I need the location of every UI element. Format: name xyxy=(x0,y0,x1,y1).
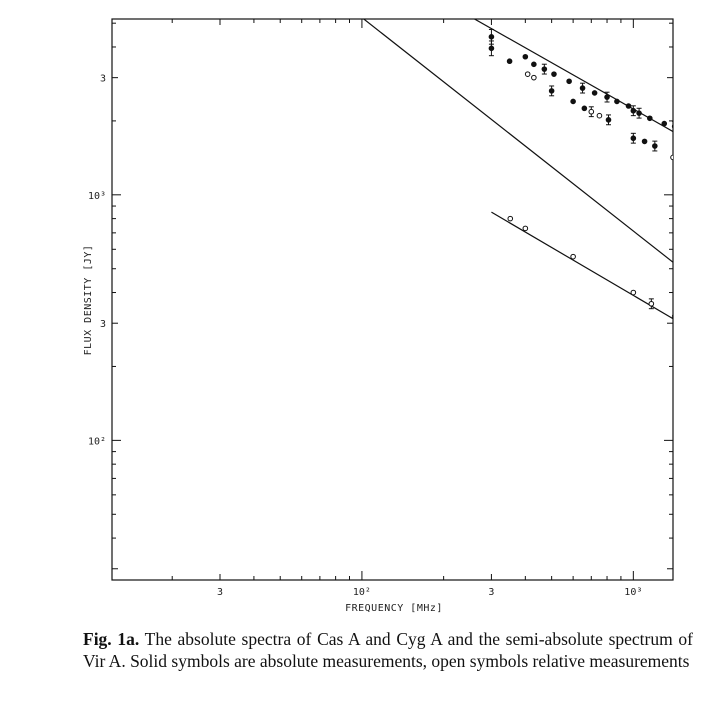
cyg-a-point xyxy=(582,106,587,111)
cyg-a-point xyxy=(525,72,530,77)
vir-a-point xyxy=(523,226,528,231)
x-tick-label: 3 xyxy=(216,587,224,598)
figure-caption xyxy=(83,628,693,672)
cas-a-point xyxy=(532,62,537,67)
y-tick-label: 3 xyxy=(99,319,106,331)
cas-a-point xyxy=(631,106,636,116)
caption-label: Fig. 1a. xyxy=(83,629,140,649)
vir-a-point xyxy=(571,254,576,259)
cyg-a-point xyxy=(675,157,680,162)
plot-frame xyxy=(112,19,673,580)
vir-a-point xyxy=(508,216,513,221)
cyg-a-point xyxy=(686,165,691,170)
cyg-a-point xyxy=(507,59,512,64)
cyg-a-point xyxy=(571,99,576,104)
y-tick-label: 3 xyxy=(99,73,106,85)
cyg-a-point xyxy=(489,41,494,56)
cyg-a-point xyxy=(671,155,676,160)
x-tick-label: 3 xyxy=(488,587,495,598)
cas-a-point xyxy=(567,79,572,84)
x-tick-label: 10³ xyxy=(624,587,643,598)
vir-a-point xyxy=(631,290,636,295)
cyg-a-point xyxy=(597,113,602,118)
cas-a-point xyxy=(523,54,528,59)
cas-a-point xyxy=(580,83,585,93)
cas-a-point xyxy=(648,116,653,121)
cas-a-point xyxy=(542,64,547,74)
cas-a-point xyxy=(615,99,620,104)
cas-a-point xyxy=(626,104,631,109)
cyg-a-point xyxy=(642,139,647,144)
cyg-a-point xyxy=(606,115,611,125)
y-tick-label: 10² xyxy=(87,436,106,448)
x-tick-label: 10² xyxy=(352,587,371,598)
cas-a-point xyxy=(637,108,642,118)
cas-a-point xyxy=(662,121,667,126)
vir-a-fit-line xyxy=(491,212,710,533)
caption-text: The absolute spectra of Cas A and Cyg A and the semi-absolute spectrum of Vir A. Solid symbols are absolute measurements, open symbols relative measurements xyxy=(83,629,693,671)
y-tick-label: 10³ xyxy=(87,190,106,202)
cas-a-point xyxy=(690,133,695,138)
cyg-a-point xyxy=(652,141,657,151)
cyg-a-fit-line xyxy=(203,0,710,552)
cyg-a-point xyxy=(631,133,636,143)
cas-a-point xyxy=(552,72,557,77)
cyg-a-point xyxy=(549,86,554,96)
cyg-a-point xyxy=(532,75,537,80)
cas-a-point xyxy=(592,91,597,96)
cyg-a-point xyxy=(589,107,594,117)
x-axis-title: FREQUENCY [MHz] xyxy=(345,603,443,614)
y-axis-title: FLUX DENSITY [JY] xyxy=(83,244,94,356)
